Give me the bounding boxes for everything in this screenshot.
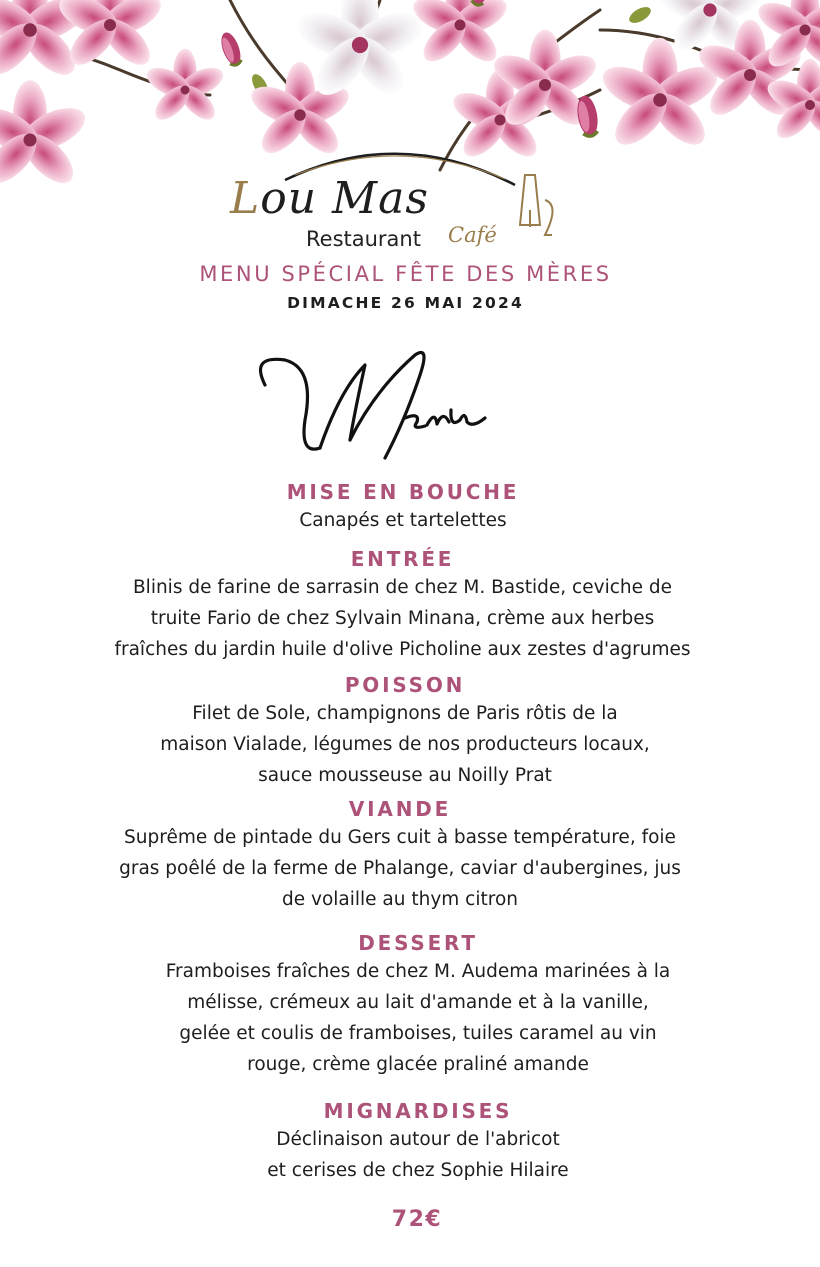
page-title: MENU SPÉCIAL FÊTE DES MÈRES [199,262,612,286]
restaurant-logo [200,135,580,260]
price: 72€ [391,1207,443,1232]
logo-wordmark: Lou Mas [230,173,429,224]
section-mise-en-bouche [0,479,806,536]
section-title: DESSERT [358,931,478,955]
section-title: VIANDE [348,797,452,821]
menu-script-lettering [245,330,520,465]
menu-heading-text: Menu [245,330,248,331]
section-line: gras poêlé de la ferme de Phalange, caviar d'aubergines, jus [119,858,681,879]
section-mignardises [0,1098,820,1186]
logo-subtitle: Restaurant [306,227,421,251]
section-body [0,822,800,915]
section-title: ENTRÉE [350,547,455,571]
wine-glass-logo-icon [520,175,553,235]
section-entree [0,546,805,665]
section-line: et cerises de chez Sophie Hilaire [267,1160,569,1181]
section-line: Suprême de pintade du Gers cuit à basse température, foie [124,827,676,848]
section-body [0,572,805,665]
section-line: truite Fario de chez Sylvain Minana, crème aux herbes [150,608,655,629]
section-body [0,956,820,1080]
section-poisson [0,672,810,791]
section-viande [0,796,800,915]
section-line: gelée et coulis de framboises, tuiles caramel au vin [179,1023,657,1044]
section-body [0,505,806,536]
section-body [0,698,810,791]
section-line: Framboises fraîches de chez M. Audema marinées à la [165,961,671,982]
section-line: Canapés et tartelettes [299,510,507,531]
section-line: rouge, crème glacée praliné amande [247,1054,589,1075]
section-line: Déclinaison autour de l'abricot [276,1129,560,1150]
section-title: MISE EN BOUCHE [286,480,520,504]
section-line: sauce mousseuse au Noilly Prat [258,765,552,786]
section-line: maison Vialade, légumes de nos producteurs locaux, [160,734,650,755]
section-line: de volaille au thym citron [281,889,518,910]
section-dessert [0,930,820,1080]
section-title: MIGNARDISES [323,1099,513,1123]
section-body [0,1124,820,1186]
event-date: DIMACHE 26 MAI 2024 [287,294,524,312]
section-title: POISSON [344,673,466,697]
section-line: Filet de Sole, champignons de Paris rôtis de la [192,703,618,724]
section-line: mélisse, crémeux au lait d'amande et à la vanille, [187,992,649,1013]
section-line: fraîches du jardin huile d'olive Picholine aux zestes d'agrumes [114,639,691,660]
section-line: Blinis de farine de sarrasin de chez M. Bastide, ceviche de [132,577,672,598]
logo-cafe: Café [448,223,497,247]
